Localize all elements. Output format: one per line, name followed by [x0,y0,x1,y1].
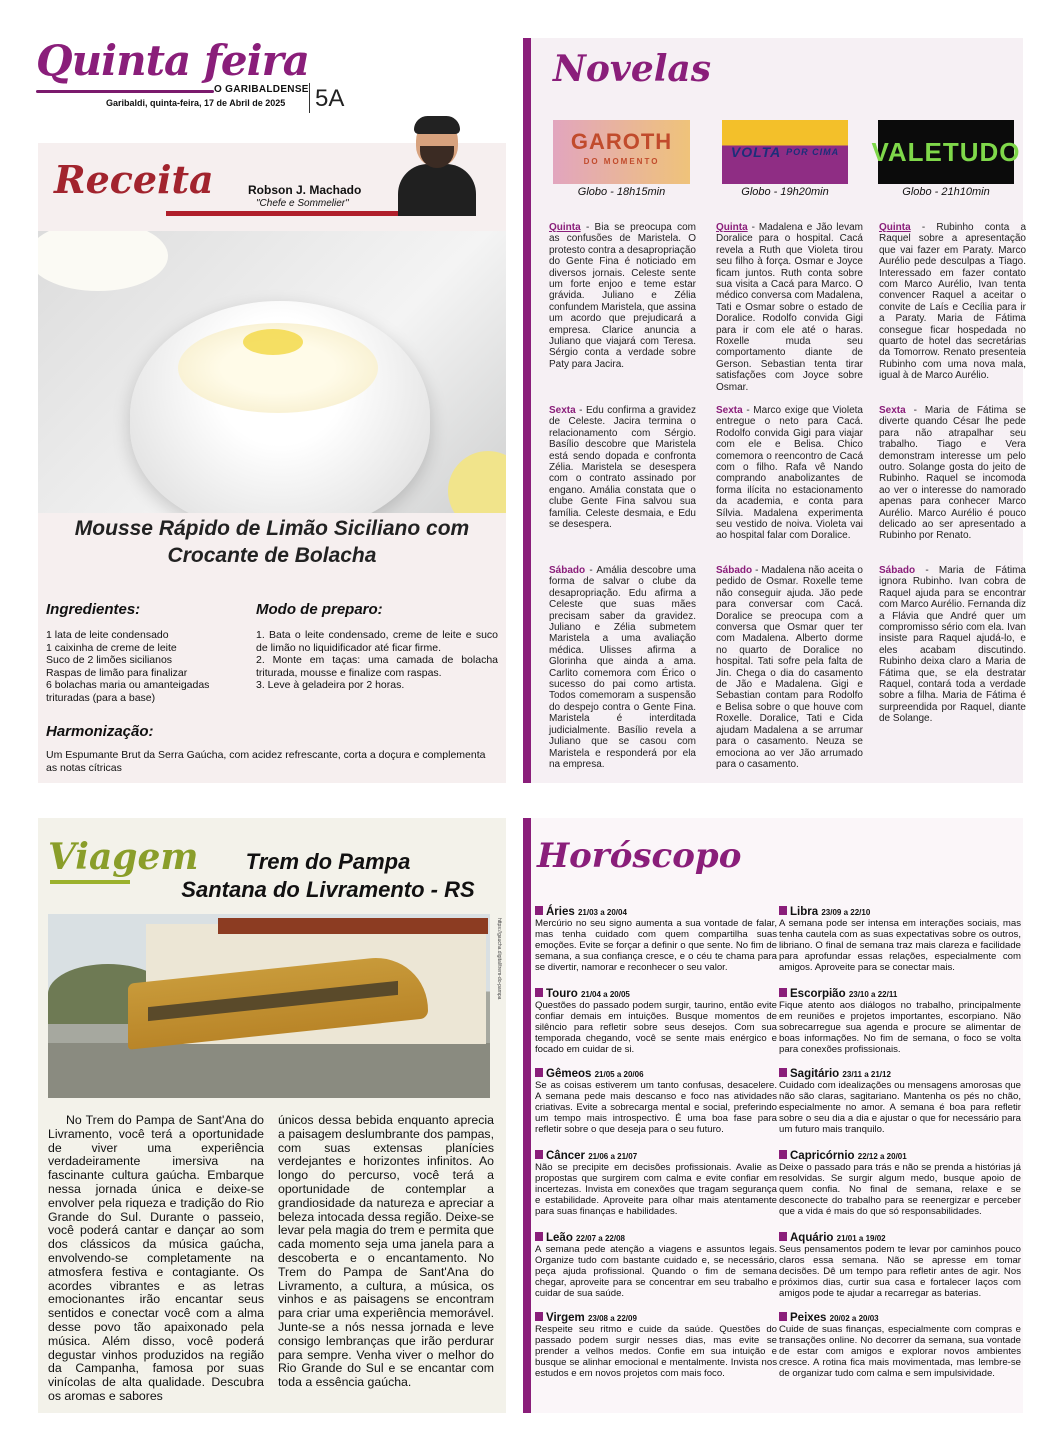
chef-portrait [398,116,474,216]
entry-text: - Maria de Fátima se diverte quando César lhe pede para não atrapalhar seu trabalho. Tiago e Vera demonstram interesse um pelo outro. Solange gosta do jeito de Rubinho. Raquel se incomoda ao ver o interesse do namorado apenas para conhecer Marco Aurélio. Marco Aurélio é pouco delicado ao ser apresentado a Rubinho por Renato. [879,405,1026,542]
sign-marker-icon [779,906,787,915]
sign-block [535,988,777,1055]
recipe-title-bar [166,211,406,216]
sign-dates: 22/12 a 20/01 [857,1152,907,1161]
sign-text: Fique atento aos diálogos no trabalho, principalmente em reuniões e projetos importantes, escorpiano. Não sobrecarregue sua agenda e procure se alimentar de boas informações. No fim de semana, o foco se volta para conexões profissionais. [779,999,1021,1055]
day-label: Quinta [716,222,748,233]
sign-text: Seus pensamentos podem te levar por caminhos pouco claros essa semana. Não se apresse em tomar decisões. Dê um tempo para refletir antes de agir. Nos próximos dias, curtir sua casa e fortalecer laços com amigos pode te ajudar a recarregar as baterias. [779,1243,1021,1299]
novela-entry [549,565,696,770]
novela-entry [549,405,696,530]
headline-line-1: Trem do Pampa [245,849,411,874]
sign-text: A semana pede atenção a viagens e assuntos legais. Organize tudo com bastante cuidado e, se necessário, peça ajuda profissional. Quando o fim de semana chegar, aproveite para se concentrar em seu trabalho e cuidar de sua saúde. [535,1243,777,1299]
method-heading: Modo de preparo: [256,601,383,618]
recipe-section-title: Receita [54,157,214,202]
sign-name: Leão [546,1232,573,1244]
method-list [256,629,498,692]
entry-text: - Bia se preocupa com as confusões de Maristela. O protesto contra a desapropriação do Gente Fina é noticiado em diversos jornais. Celeste sente um forte enjoo e teme estar grávida. Juliano e Zélia confundem Maristela, que assina um acordo que prejudicará a empresa. Clarice anuncia a Juliano que viajará com Teresa. Sérgio conta a verdade sobre Paty para Jacira. [549,222,696,370]
entry-text: - Madalena não aceita o pedido de Osmar. Roxelle teme não conseguir ajuda. Jão pede para conversar com Cacá. Doralice se preocupa com a conversa que Osmar quer ter com Madalena. Alberto dorme no quarto de Doralice no hospital. Tati sofre pela falta de Jin. Chega o dia do casamento de Jão e Madalena. Gigi e Sebastian contam para Rodolfo e Belisa sobre o que houve com Roxelle. Doralice, Tati e Cida ajudam Madalena a se arrumar para o casamento. Neuza se emociona ao ver Jão arrumado para o casamento. [716,565,863,770]
lemon-shape [448,451,506,513]
sign-name: Aquário [790,1232,834,1244]
sign-heading [535,1232,777,1245]
day-label: Sábado [716,565,753,576]
entry-text: - Marco exige que Violeta entregue o neto para Cacá. Rodolfo convida Gigi para viajar com ele e Belisa. Chico comemora o reencontro de Cacá com o filho. Rafa vê Nando comprando anabolizantes de forma ilícita no estacionamento da academia, e conta para Sílvia. Madalena experimenta seu vestido de noiva. Violeta vai ao hospital falar com Doralice. [716,405,863,542]
method-text: 1. Bata o leite condensado, creme de leite e suco de limão no liquidificador até ficar firme. 2. Monte em taças: uma camada de bolacha triturada, mousse e finalize com raspas. 3. Leve à geladeira por 2 horas. [256,629,498,691]
sign-block [535,906,777,973]
day-label: Sexta [716,405,743,416]
novela-entry [549,222,696,370]
sign-block [535,1232,777,1299]
ingredients-heading: Ingredientes: [46,601,141,618]
travel-text-column-1: No Trem do Pampa de Sant'Ana do Livramento, você terá a oportunidade de viver uma experiência verdadeiramente imersiva na fascinante cultura gaúcha. Embarque nessa jornada única e deixe-se envolver pela riqueza e tradição do Rio Grande do Sul. Durante o passeio, você poderá cantar e dançar ao som dos clássicos da música gaúcha, envolvendo-se completamente na atmosfera festiva e contagiante. Os acordes vibrantes e as letras emocionantes irão encantar seus sentidos e conectar você com a alma desse povo tão apaixonado pela música. Além disso, você poderá degustar vinhos produzidos na região da Campanha, famosa por suas vinícolas de alta qualidade. Descubra os aromas e sabores [48,1113,264,1403]
sign-marker-icon [535,1068,543,1077]
logo-text: GAROTH [570,129,673,154]
divider [309,83,310,113]
sign-block [779,1232,1021,1299]
sign-block [535,1150,777,1217]
sign-dates: 21/05 a 20/06 [594,1070,644,1079]
section-sidebar [523,818,531,1413]
day-label: Sexta [549,405,576,416]
sign-text: A semana pode ser intensa em interações sociais, mas tenha cautela com as suas expectativas sobre os outros, libriano. O final de semana traz mais clareza e facilidade para aprofundar essas relações, especialmente com amigos. Aproveite para se conectar mais. [779,917,1021,973]
sign-heading [535,988,777,1001]
sign-name: Libra [790,906,819,918]
sign-marker-icon [779,1232,787,1241]
sign-text: Cuide de suas finanças, especialmente com compras e transações online. No decorrer da semana, sua vontade de estar com amigos e explorar novos ambientes cresce. A rotina fica mais movimentada, mas lembre-se de organizar tudo com calma e sem impulsividade. [779,1323,1021,1379]
sign-marker-icon [535,988,543,997]
masthead [36,36,516,116]
channel-time: Globo - 19h20min [741,186,829,198]
day-title: Quinta feira [36,36,309,85]
ingredients-text: 1 lata de leite condensado 1 caixinha de creme de leite Suco de 2 limões sicilianos Raspas de limão para finalizar 6 bolachas maria ou amanteigadas trituradas (para a base) [46,629,210,704]
sign-block [779,906,1021,973]
chef-hair-shape [414,116,460,134]
chef-jacket-shape [398,164,476,216]
entry-text: - Maria de Fátima ignora Rubinho. Ivan cobra de Raquel ajuda para se encontrar com Marco Aurélio. Fernanda diz a Flávia que André quer um compromisso sério com ela. Ivan insiste para Raquel ajudá-lo, e eles acabam discutindo. Rubinho deixa claro a Maria de Fátima que, se ela destratar Raquel, contará toda a verdade sobre a filha. Maria de Fátima é surpreendida por Raquel, diante de Solange. [879,565,1026,725]
sign-heading [535,1312,777,1325]
sign-text: Se as coisas estiverem um tanto confusas, desacelere. A semana pede mais descanso e foco nas atividades criativas. Evite a sobrecarga mental e social, preferindo um tempo mais introspectivo. É uma boa fase para refletir sobre o que deseja para o seu futuro. [535,1079,777,1135]
title-underline [36,90,214,93]
sign-name: Áries [546,906,575,918]
horoscope-title: Horóscopo [537,836,742,876]
novela-entry [716,405,863,542]
sign-marker-icon [779,1150,787,1159]
sign-text: Cuidado com idealizações ou mensagens amorosas que não são claras, sagitariano. Mantenha os pés no chão, especialmente no amor. A semana é boa para refletir sobre o seu dia a dia e ajustar o que for necessário para um futuro mais tranquilo. [779,1079,1021,1135]
sign-marker-icon [779,1068,787,1077]
day-label: Sexta [879,405,906,416]
train-photo [48,914,490,1098]
dish-title: Mousse Rápido de Limão Siciliano com Crocante de Bolacha [74,517,470,567]
sign-name: Sagitário [790,1068,840,1080]
logo-subtext: TUDO [942,137,1021,167]
sign-marker-icon [535,1150,543,1159]
mousse-photo [38,231,506,513]
novela-entry [879,222,1026,382]
recipe-section [38,143,506,783]
sign-block [535,1312,777,1379]
photo-credit: https://gaucha.digital/trem-do-pampa [496,918,502,1000]
logo-subtext: POR CIMA [786,147,840,157]
sign-name: Capricórnio [790,1150,855,1162]
sign-heading [535,906,777,919]
sign-dates: 23/11 a 21/12 [842,1070,891,1079]
travel-section [38,818,506,1413]
sign-heading [535,1150,777,1163]
sign-block [779,1150,1021,1217]
sign-dates: 20/02 a 20/03 [829,1314,879,1323]
sign-name: Gêmeos [546,1068,592,1080]
sign-dates: 21/04 a 20/05 [580,990,630,999]
cream-cup-shape [38,231,168,291]
day-label: Sábado [549,565,586,576]
sign-name: Touro [546,988,578,1000]
sign-text: Não se precipite em decisões profissionais. Avalie as propostas que surgirem com calma e evite confiar em incertezas. Invista em conexões que tragam segurança e estabilidade. Aproveite para olhar mais atentamente para suas finanças e habilidades. [535,1161,777,1217]
soap-operas-section [523,38,1026,783]
newspaper-name: O GARIBALDENSE [214,84,309,95]
pairing-text: Um Espumante Brut da Serra Gaúcha, com acidez refrescante, corta a doçura e complementa as notas cítricas [46,749,486,774]
pairing-heading: Harmonização: [46,723,154,740]
entry-text: - Madalena e Jão levam Doralice para o hospital. Cacá revela a Ruth que Violeta tirou seu filho à força. Osmar e Joyce ficam juntos. Ruth conta sobre sua visita a Cacá para Marco. O médico conversa com Madalena, Tati e Osmar sobre o estado de Doralice. Rodolfo convida Gigi para ir com ele até o haras. Roxelle muda seu comportamento diante de Gerson. Sebastian tenta tirar satisfações com Joyce sobre Osmar. [716,222,863,393]
sign-name: Escorpião [790,988,846,1000]
logo-subtext: DO MOMENTO [583,157,660,166]
novela-entry [716,222,863,393]
sign-heading [535,1068,777,1081]
day-label: Sábado [879,565,916,576]
sign-text: Mercúrio no seu signo aumenta a sua vontade de falar, mas tenha cuidado com quem compartilha suas emoções. Evite se forçar a definir o que sente. No fim de semana, a sua confiança cresce, e o céu te chama para se divertir, namorar e reconhecer o seu valor. [535,917,777,973]
soap-operas-title: Novelas [553,48,712,90]
horoscope-section [523,818,1023,1413]
travel-text-column-2: únicos dessa bebida enquanto aprecia a paisagem deslumbrante dos pampas, com suas extensas planícies verdejantes e horizontes infinitos. Ao longo do percurso, você terá a oportunidade de contemplar a grandiosidade da natureza e apreciar a beleza intocada dessa região. Deixe-se levar pela magia do trem e permita que cada momento seja uma janela para a descoberta e o encantamento. No Trem do Pampa de Sant'Ana do Livramento, a cultura, a música, os vinhos e as paisagens se encontram para criar uma experiência memorável. Junte-se a nós nessa jornada e leve consigo lembranças que irão perdurar para sempre. Venha viver o melhor do Rio Grande do Sul e se encantar com toda a essência gaúcha. [278,1113,494,1390]
logo-text: VALE [871,137,943,167]
sign-dates: 21/06 a 21/07 [588,1152,638,1161]
sign-heading [779,1150,1021,1163]
show-logo-volta-por-cima [722,120,848,184]
headline-line-2: Santana do Livramento - RS [181,877,475,902]
entry-text: - Rubinho conta a Raquel sobre a apresentação que vai fazer em Paraty. Marco Aurélio pede desculpas a Tiago. Interessado em fazer contato com Marco Aurélio, Ivan tenta convencer Raquel a aceitar o convite de Laís e Cecília para ir a Paraty. Maria de Fátima consegue ficar hospedada no quarto de hotel das secretárias da Tomorrow. Renato presenteia Rubinho com uma nova mala, igual à de Marco Aurélio. [879,222,1026,382]
logo-text: VOLTA [730,144,782,160]
day-label: Quinta [879,222,911,233]
channel-time: Globo - 18h15min [577,186,666,198]
sign-text: Respeite seu ritmo e cuide da saúde. Questões do passado podem surgir nesses dias, mas evite se prender a velhos medos. Confie em sua intuição e busque se alinhar emocional e mentalmente. Invista nos estudos e em novos projetos com mais foco. [535,1323,777,1379]
travel-section-title: Viagem [48,836,199,878]
sign-name: Virgem [546,1312,585,1324]
sign-heading [779,906,1021,919]
show-logo-vale-tudo [871,120,1021,184]
travel-title-bar [50,880,130,884]
entry-text: - Amália descobre uma forma de salvar o clube da desapropriação. Edu afirma a Celeste que suas mães precisam saber da gravidez. Juliano e Zélia submetem Maristela a uma avaliação médica. Ulisses afirma a Glorinha que ainda a ama. Carlito comemora com Érico o sucesso do pai como artista. Todos comemoram a suspensão do despejo contra o Gente Fina. Maristela é interditada judicialmente. Basílio revela a Juliano que se casou com Maristela e responderá por ela na empresa. [549,565,696,770]
ingredients-list [46,629,252,704]
sign-marker-icon [779,1312,787,1321]
novela-entry [879,405,1026,542]
show-logo-garota [553,120,690,184]
novela-entry [716,565,863,770]
travel-headline [138,848,518,904]
lemon-zest-shape [243,329,303,355]
dateline: Garibaldi, quinta-feira, 17 de Abril de 2025 [106,98,286,108]
page-number: 5A [315,85,345,112]
sign-text: Questões do passado podem surgir, taurino, então evite confiar demais em intuições. Busque momentos de silêncio para refletir sobre seus desejos. Com sua temporada chegando, você se sente mais enérgico e focado em cuidar de si. [535,999,777,1055]
sign-marker-icon [535,1232,543,1241]
sign-marker-icon [535,1312,543,1321]
sign-block [535,1068,777,1135]
sign-dates: 21/01 a 19/02 [836,1234,886,1243]
sign-heading [779,1232,1021,1245]
sign-block [779,1068,1021,1135]
sign-dates: 23/10 a 22/11 [848,990,898,999]
sign-block [779,988,1021,1055]
author-role: "Chefe e Sommelier" [256,198,349,209]
section-sidebar [523,38,531,783]
entry-text: - Edu confirma a gravidez de Celeste. Jacira termina o relacionamento com Sérgio. Basílio descobre que Maristela está sendo dopada e confronta Zélia. Maristela se desespera com o contrato assinado por engano. Amália constata que o clube Gente Fina salvou sua família. Celeste desmaia, e Edu se desespera. [549,405,696,531]
day-label: Quinta [549,222,581,233]
sign-block [779,1312,1021,1379]
sign-dates: 23/08 a 22/09 [587,1314,637,1323]
sign-marker-icon [535,906,543,915]
sign-heading [779,1312,1021,1325]
station-roof-shape [218,918,488,934]
sign-marker-icon [779,988,787,997]
sign-text: Deixe o passado para trás e não se prenda a histórias já resolvidas. Se surgir algum medo, busque apoio de quem confia. No final de semana, relaxe e se desconecte do trabalho para se reenergizar e perceber que a vida é mais do que só responsabilidades. [779,1161,1021,1217]
author-name: Robson J. Machado [248,183,362,197]
sign-dates: 21/03 a 20/04 [577,908,627,917]
sign-name: Peixes [790,1312,827,1324]
sign-dates: 23/09 a 22/10 [821,908,871,917]
sign-heading [779,988,1021,1001]
sign-name: Câncer [546,1150,585,1162]
channel-time: Globo - 21h10min [902,186,990,198]
sign-heading [779,1068,1021,1081]
sign-dates: 22/07 a 22/08 [576,1234,625,1243]
novela-entry [879,565,1026,725]
